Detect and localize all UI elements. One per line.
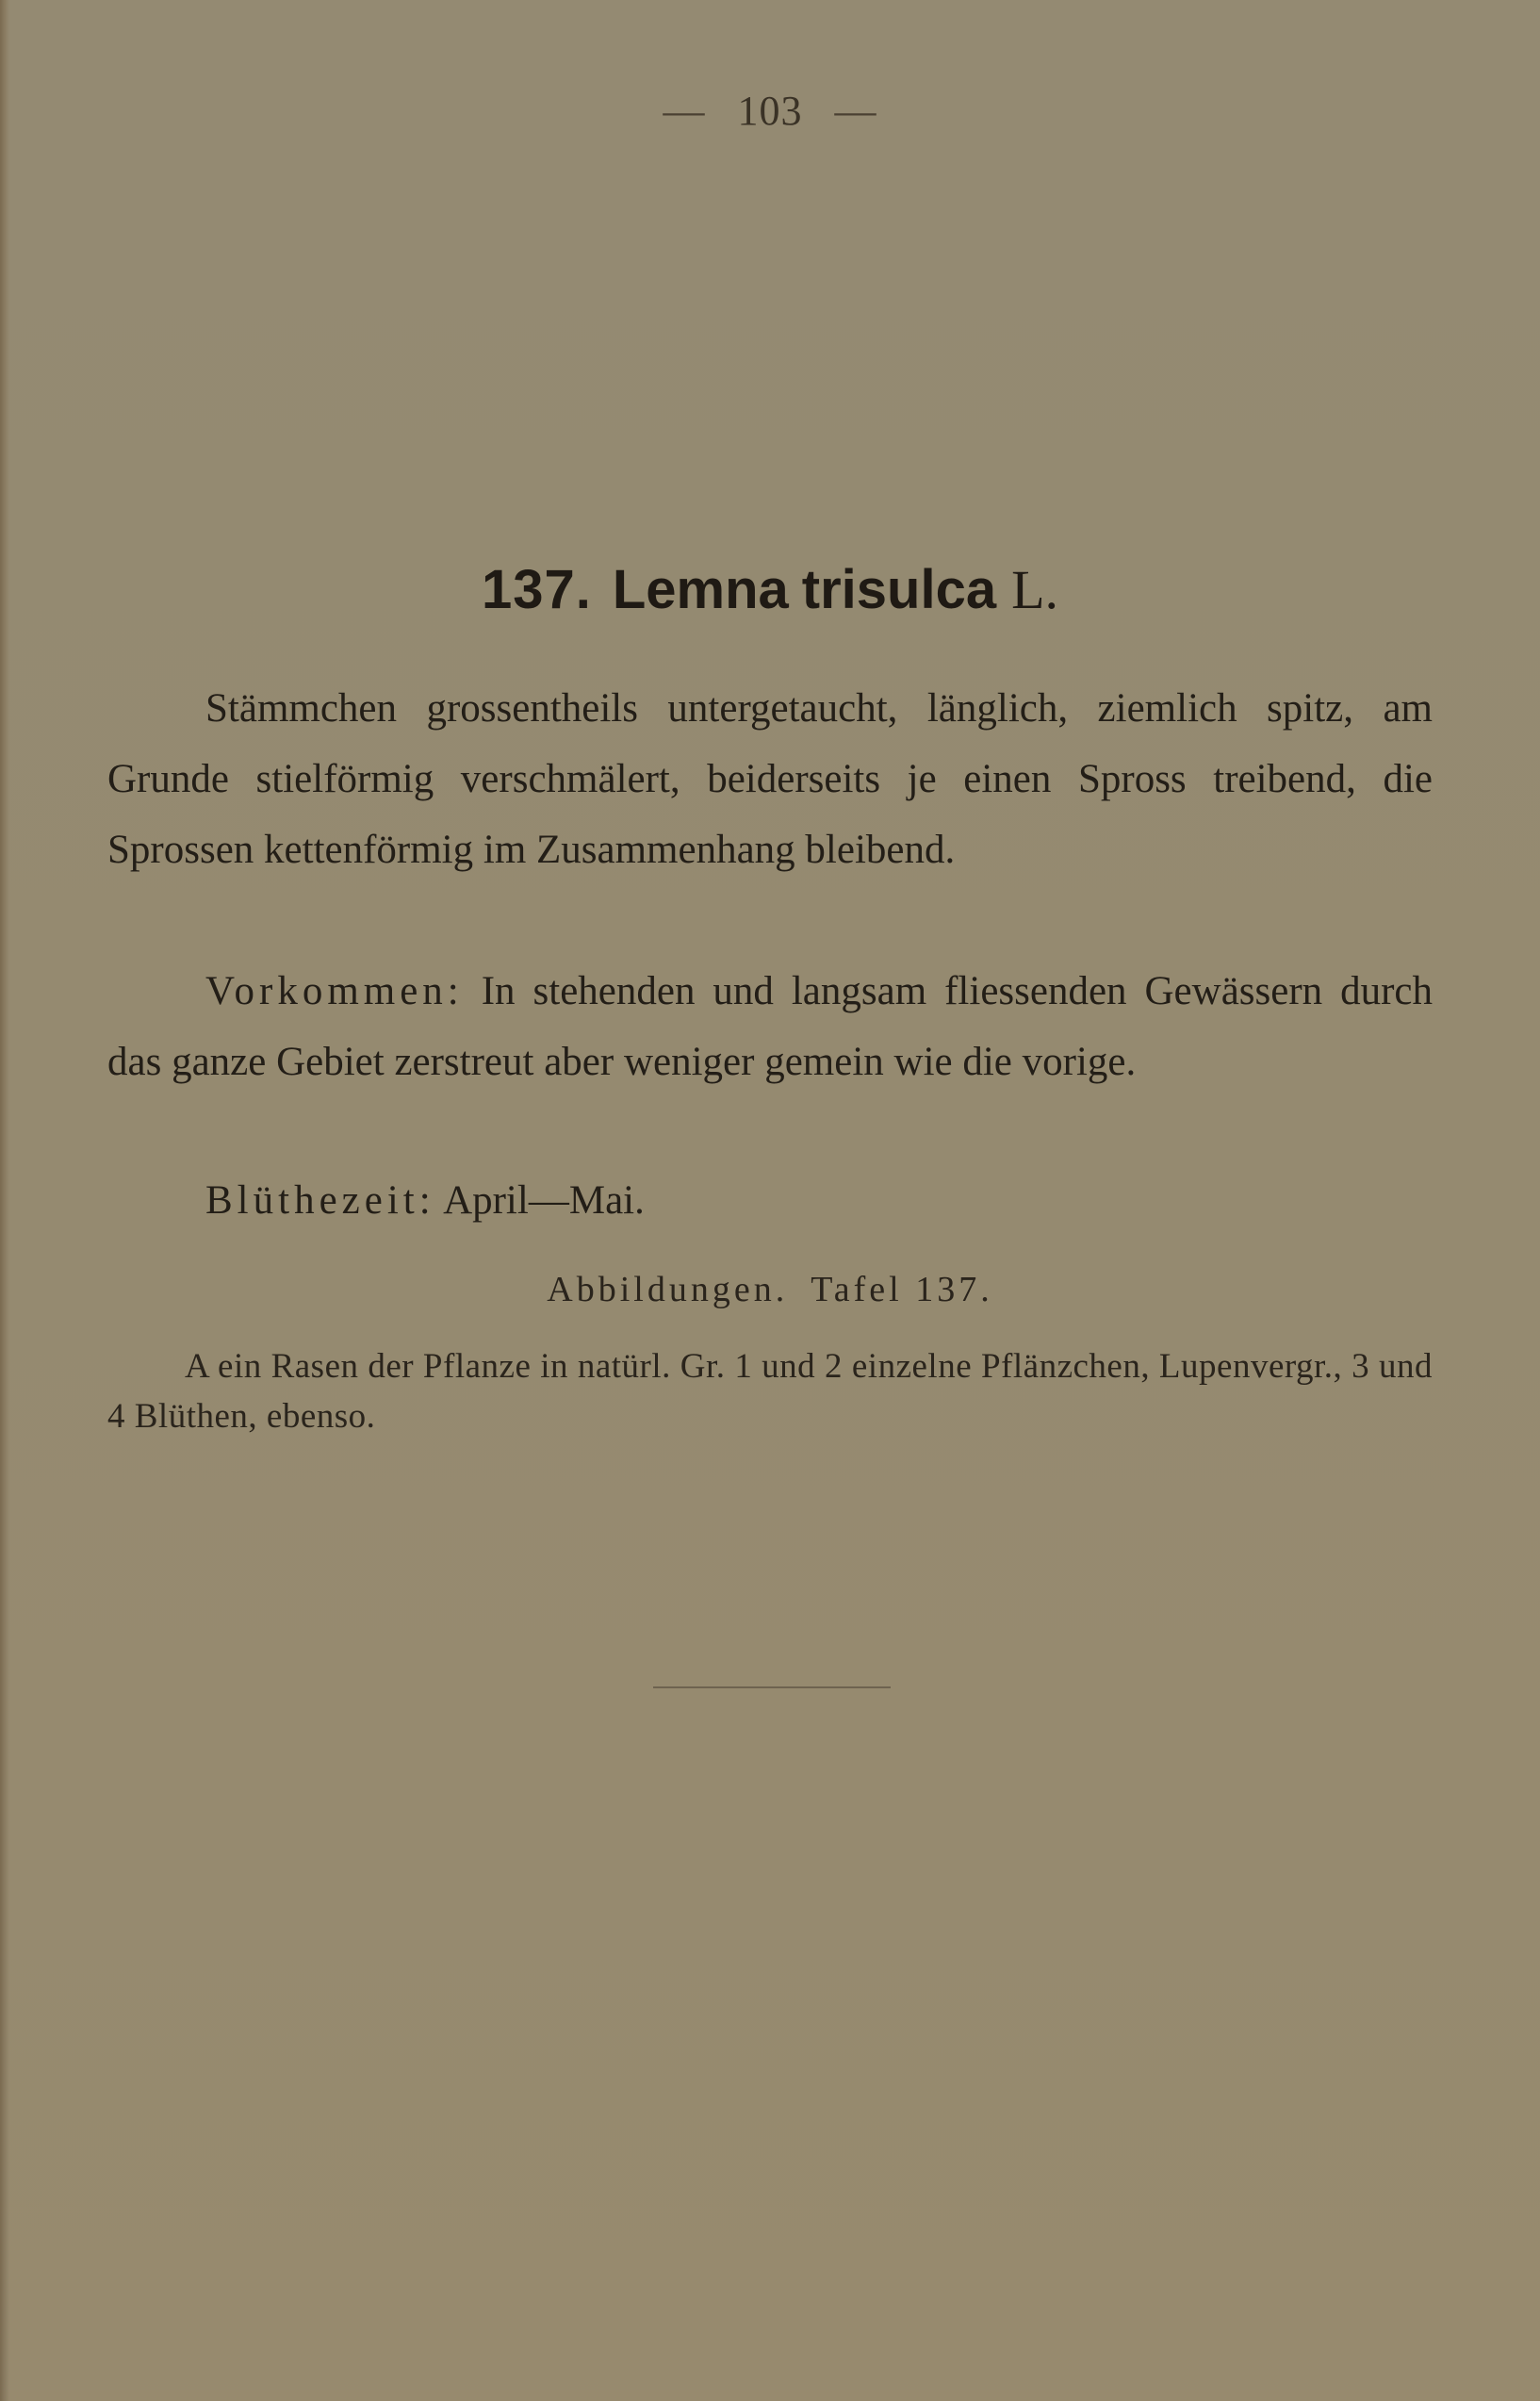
entry-number: 137.	[481, 559, 592, 620]
figures-label: Abbildungen.	[547, 1270, 789, 1309]
page-number-dash-right: —	[834, 88, 877, 134]
figures-heading	[0, 1269, 1540, 1310]
bloom-text: April—Mai.	[443, 1178, 645, 1223]
description-text: Stämmchen grossentheils untergetaucht, länglich, ziemlich spitz, am Grunde stielförmig verschmälert, beiderseits je einen Spross treibend, die Sprossen kettenförmig im Zusammenhang bleibend.	[107, 686, 1433, 872]
bloom-label: Blüthezeit:	[205, 1178, 435, 1223]
entry-author: L.	[1011, 559, 1059, 620]
figures-caption	[107, 1341, 1433, 1441]
entry-species: trisulca	[801, 559, 997, 620]
entry-title	[0, 556, 1540, 623]
page-number-value: 103	[737, 88, 803, 134]
figures-caption-text: A ein Rasen der Pflanze in natürl. Gr. 1 und 2 einzelne Pflänzchen, Lupenvergr., 3 und 4 Blüthen, ebenso.	[107, 1347, 1433, 1436]
occurrence-text: In stehenden und langsam fliessenden Gewässern durch das ganze Gebiet zerstreut aber weniger gemein wie die vorige.	[107, 969, 1434, 1084]
occurrence-paragraph	[107, 956, 1433, 1097]
end-rule	[653, 1686, 891, 1688]
occurrence-label: Vorkommen:	[205, 969, 464, 1013]
page-number	[0, 87, 1540, 135]
page-number-dash-left: —	[663, 88, 706, 134]
description-paragraph	[107, 673, 1433, 885]
bloom-paragraph	[107, 1165, 1433, 1236]
entry-genus: Lemna	[612, 559, 789, 620]
figures-plate: Tafel 137.	[811, 1270, 993, 1309]
page-edge	[0, 0, 9, 2401]
